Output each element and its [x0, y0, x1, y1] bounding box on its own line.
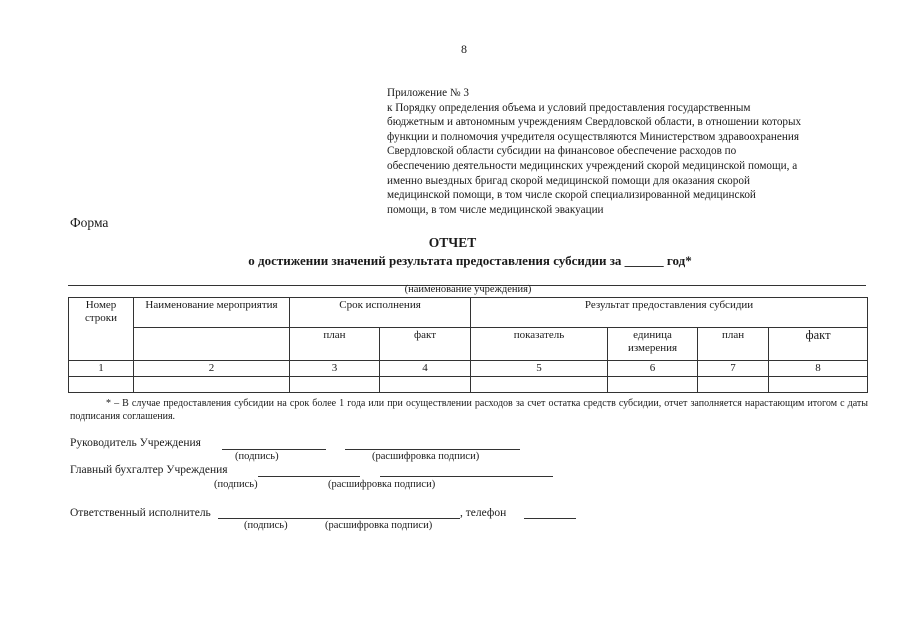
column-number: 1 [69, 361, 134, 377]
page-number: 8 [461, 42, 467, 56]
sign-caption: (подпись) [244, 520, 288, 531]
decode-caption: (расшифровка подписи) [372, 451, 480, 462]
column-number-row [69, 361, 868, 377]
report-table [68, 297, 868, 393]
phone-line[interactable] [524, 518, 576, 519]
header-fact: факт [769, 328, 868, 361]
appendix-line: Свердловской области субсидии на финансовое обеспечение расходов по [387, 145, 737, 158]
decode-caption: (расшифровка подписи) [328, 479, 436, 490]
data-cell[interactable] [134, 377, 290, 393]
data-cell[interactable] [471, 377, 608, 393]
column-number: 7 [698, 361, 769, 377]
phone-label: , телефон [460, 507, 507, 519]
responsible-executor-line[interactable] [218, 518, 460, 519]
appendix-line: бюджетным и автономным учреждениям Свердловской области, в отношении которых [387, 116, 802, 129]
data-cell[interactable] [698, 377, 769, 393]
header-plan: план [698, 328, 769, 361]
table-row [69, 377, 868, 393]
head-signature-line[interactable] [222, 449, 326, 450]
appendix-line: функции и полномочия учредителя осуществляются Министерством здравоохранения [387, 130, 799, 143]
organization-name-caption: (наименование учреждения) [404, 284, 532, 295]
accountant-signature-label: Главный бухгалтер Учреждения [70, 464, 228, 476]
responsible-executor-label: Ответственный исполнитель [70, 507, 211, 519]
column-number: 8 [769, 361, 868, 377]
appendix-header [387, 86, 877, 217]
form-label: Форма [70, 215, 109, 230]
header-subsidy-result: Результат предоставления субсидии [471, 298, 868, 328]
header-row-number: Номер строки [69, 298, 134, 361]
appendix-line: Приложение № 3 [387, 87, 469, 99]
accountant-signature-line[interactable] [258, 476, 360, 477]
report-subtitle: о достижении значений результата предоставления субсидии за ______ год* [248, 253, 692, 268]
column-number: 6 [608, 361, 698, 377]
appendix-line: медицинской помощи, в том числе скорой специализированной медицинской [387, 189, 756, 202]
header-empty-cell [134, 328, 290, 361]
data-cell[interactable] [69, 377, 134, 393]
column-number: 3 [290, 361, 380, 377]
header-execution-term: Срок исполнения [290, 298, 471, 328]
sign-caption: (подпись) [214, 479, 258, 490]
header-unit: единица измерения [608, 328, 698, 361]
data-cell[interactable] [608, 377, 698, 393]
head-signature-label: Руководитель Учреждения [70, 437, 201, 449]
header-indicator: показатель [471, 328, 608, 361]
column-number: 5 [471, 361, 608, 377]
data-cell[interactable] [769, 377, 868, 393]
accountant-signature-decode-line[interactable] [380, 476, 553, 477]
column-number: 2 [134, 361, 290, 377]
appendix-line: обеспечению деятельности медицинских учреждений скорой медицинской помощи, а [387, 159, 798, 172]
data-cell[interactable] [380, 377, 471, 393]
header-plan: план [290, 328, 380, 361]
column-number: 4 [380, 361, 471, 377]
decode-caption: (расшифровка подписи) [325, 520, 433, 531]
report-title: ОТЧЕТ [428, 235, 477, 250]
header-fact: факт [380, 328, 471, 361]
header-activity-name: Наименование мероприятия [134, 298, 290, 328]
data-cell[interactable] [290, 377, 380, 393]
head-signature-decode-line[interactable] [345, 449, 520, 450]
appendix-line: к Порядку определения объема и условий предоставления государственным [387, 101, 751, 114]
sign-caption: (подпись) [235, 451, 279, 462]
footnote: * – В случае предоставления субсидии на срок более 1 года или при осуществлении расходов за счет остатка средств субсидии, отчет заполняется нарастающим итогом с даты подписания соглашения. [70, 398, 868, 422]
appendix-line: помощи, в том числе медицинской эвакуации [387, 203, 604, 216]
appendix-line: именно выездных бригад скорой медицинской помощи для оказания скорой [387, 174, 750, 187]
